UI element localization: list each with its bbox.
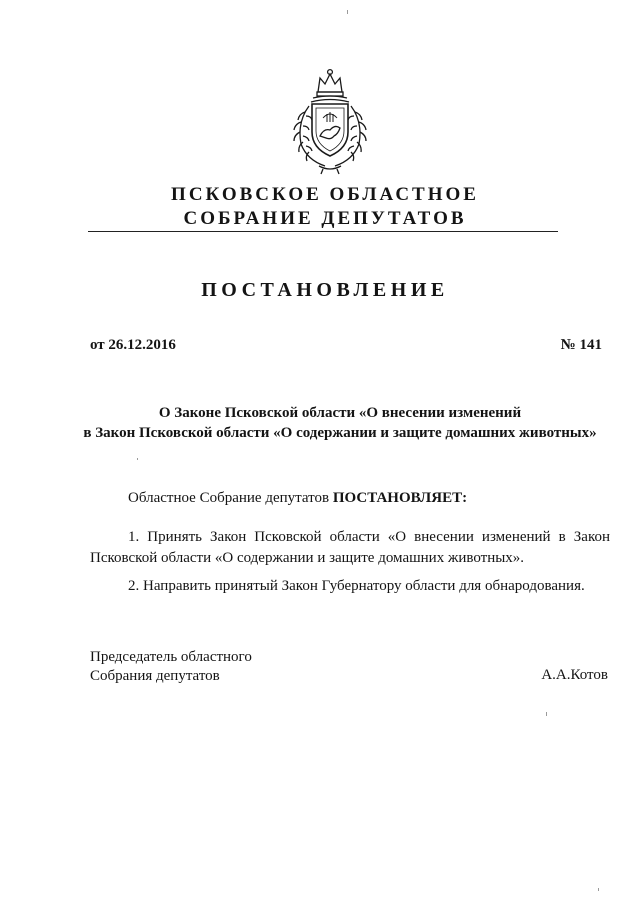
scan-speck xyxy=(347,10,348,14)
resolution-item-1-line1: 1. Принять Закон Псковской области «О внесении изменений в Закон xyxy=(128,529,610,545)
organization-title-line1: ПСКОВСКОЕ ОБЛАСТНОЕ xyxy=(171,184,479,205)
document-type-heading: ПОСТАНОВЛЕНИЕ xyxy=(201,279,449,301)
document-subject-line1: О Законе Псковской области «О внесении изменений xyxy=(158,405,522,421)
resolution-intro xyxy=(128,490,467,507)
scan-speck xyxy=(546,712,547,716)
resolution-keyword: ПОСТАНОВЛЯЕТ: xyxy=(332,490,468,506)
signer-name: А.А.Котов xyxy=(541,667,608,683)
header-divider xyxy=(88,231,558,232)
scan-speck xyxy=(137,458,138,460)
coat-of-arms-emblem-icon xyxy=(283,66,377,176)
resolution-item-1 xyxy=(90,527,610,569)
document-subject-line2: в Закон Псковской области «О содержании и защите домашних животных» xyxy=(83,425,597,441)
scan-speck xyxy=(598,888,599,891)
organization-title-line2: СОБРАНИЕ ДЕПУТАТОВ xyxy=(183,208,467,229)
document-date: от 26.12.2016 xyxy=(90,337,176,353)
resolution-item-1-line2: Псковской области «О содержании и защите домашних животных». xyxy=(90,550,525,566)
signer-title xyxy=(90,648,252,686)
document-subject xyxy=(60,403,620,443)
resolution-item-2: 2. Направить принятый Закон Губернатору области для обнародования. xyxy=(128,578,585,594)
signer-title-line2: Собрания депутатов xyxy=(90,668,220,684)
organization-title xyxy=(90,183,560,231)
document-number: № 141 xyxy=(560,337,602,353)
signer-title-line1: Председатель областного xyxy=(90,649,252,665)
resolution-intro-text: Областное Собрание депутатов xyxy=(128,490,333,506)
